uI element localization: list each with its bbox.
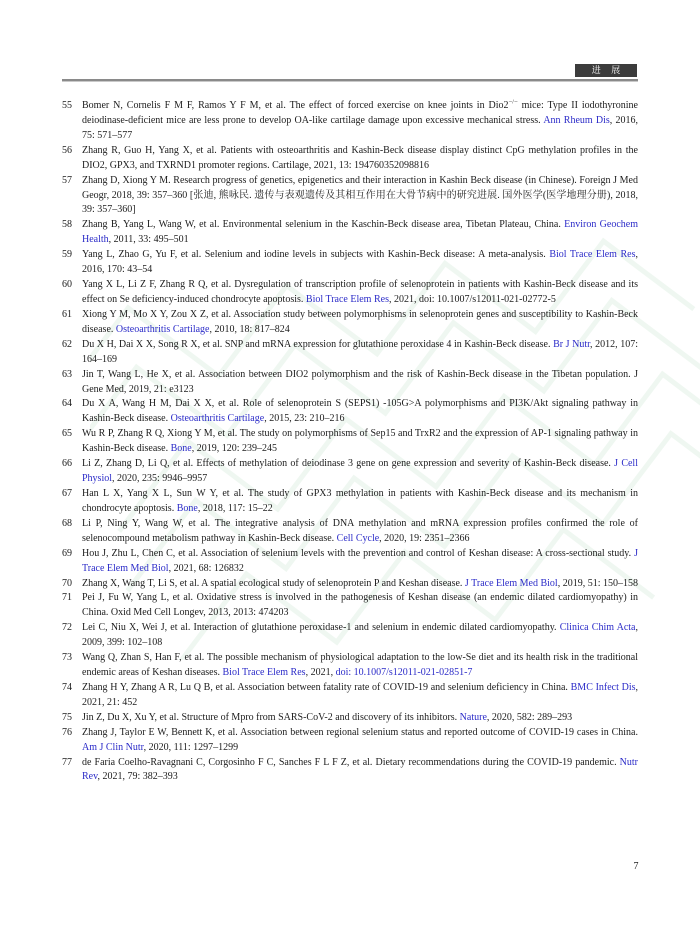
reference-text: Du X H, Dai X X, Song R X, et al. SNP and mRNA expression for glutathione peroxidase 4 in Kashin-Beck disease. [82, 338, 554, 350]
reference-item [62, 368, 638, 398]
journal-link[interactable]: J Trace Elem Med Biol [464, 577, 558, 589]
reference-number: 76 [62, 726, 72, 738]
reference-text: , 2020, 111: 1297–1299 [143, 741, 239, 753]
reference-item [62, 711, 638, 726]
reference-text: Hou J, Zhu L, Chen C, et al. Association of selenium levels with the prevention and control of Keshan disease: A cross-sectional study. [82, 547, 635, 559]
reference-item [62, 487, 638, 517]
reference-item [62, 338, 638, 368]
journal-link[interactable]: Biol Trace Elem Res [305, 293, 389, 305]
header-rule [62, 79, 638, 82]
reference-number: 72 [62, 622, 72, 634]
reference-text: , 2021, doi: 10.1007/s12011-021-02772-5 [388, 293, 556, 305]
reference-number: 63 [62, 368, 72, 380]
reference-number: 58 [62, 219, 72, 231]
reference-item [62, 651, 638, 681]
reference-item [62, 397, 638, 427]
reference-item [62, 726, 638, 756]
reference-number: 56 [62, 144, 72, 156]
reference-text: , 2021, 21: 452 [82, 681, 638, 708]
reference-number: 73 [62, 652, 72, 664]
reference-item [62, 547, 638, 577]
reference-item [62, 577, 638, 592]
reference-item [62, 681, 638, 711]
journal-link[interactable]: Br J Nutr [553, 338, 591, 350]
reference-text: Bomer N, Cornelis F M F, Ramos Y F M, et al. The effect of forced exercise on knee joints in Dio2 [82, 100, 509, 111]
reference-number: 55 [62, 100, 72, 111]
reference-item [62, 457, 638, 487]
reference-text: , 2021, [305, 667, 336, 679]
reference-text: Zhang X, Wang T, Li S, et al. A spatial ecological study of selenoprotein P and Keshan disease. [82, 577, 465, 589]
reference-item [62, 174, 638, 219]
journal-link[interactable]: Biol Trace Elem Res [549, 249, 636, 261]
reference-text: , 2018, 117: 15–22 [197, 502, 273, 514]
journal-link[interactable]: Cell Cycle [336, 532, 380, 544]
reference-number: 69 [62, 547, 72, 559]
reference-text: Zhang J, Taylor E W, Bennett K, et al. Association between regional selenium status and reported outcome of COVID-19 cases in China. [82, 726, 638, 738]
reference-text: Wang Q, Zhan S, Han F, et al. The possible mechanism of physiological adaptation to the low-Se diet and its health risk in the traditional endemic areas of Keshan diseases. [82, 652, 638, 679]
reference-text: , 2021, 68: 126832 [168, 562, 244, 574]
reference-number: 75 [62, 711, 72, 723]
reference-text: Han L X, Yang X L, Sun W Y, et al. The study of GPX3 methylation in patients with Kashin-Beck disease and its mechanism in chondrocyte apoptosis. [82, 487, 638, 514]
reference-item [62, 427, 638, 457]
reference-list [62, 99, 638, 785]
reference-text: de Faria Coelho-Ravagnani C, Corgosinho F C, Sanches F L F Z, et al. Dietary recommendations during the COVID-19 pandemic. [82, 756, 620, 768]
journal-link[interactable]: Nature [459, 711, 487, 723]
journal-link[interactable]: J Cell Physiol [82, 458, 638, 485]
reference-text: , 2019, 51: 150–158 [557, 577, 638, 589]
superscript-text: −/− [508, 98, 518, 106]
journal-link[interactable]: Osteoarthritis Cartilage [170, 413, 265, 425]
reference-text: Jin Z, Du X, Xu Y, et al. Structure of Mpro from SARS-CoV-2 and discovery of its inhibitors. [82, 711, 460, 723]
reference-item [62, 517, 638, 547]
reference-text: , 2019, 120: 239–245 [191, 443, 277, 455]
journal-link[interactable]: Nutr Rev [82, 756, 638, 783]
reference-text: , 2016, 170: 43–54 [82, 249, 638, 276]
reference-number: 61 [62, 308, 72, 320]
reference-number: 67 [62, 487, 72, 499]
reference-text: Lei C, Niu X, Wei J, et al. Interaction of glutathione peroxidase-1 and selenium in endemic dilated cardiomyopathy. [82, 622, 560, 634]
journal-link[interactable]: doi: 10.1007/s12011-021-02851-7 [335, 667, 473, 679]
reference-item [62, 144, 638, 174]
reference-text: Wu R P, Zhang R Q, Xiong Y M, et al. The study on polymorphisms of Sep15 and TrxR2 and the expression of AP-1 signaling pathway in Kashin-Beck disease. [82, 428, 638, 455]
reference-text: mice: Type II iodothyronine deiodinase-deficient mice are less prone to develop OA-like cartilage damage upon excessive mechanical stress. [82, 100, 638, 126]
reference-text: Yang X L, Li Z F, Zhang R Q, et al. Dysregulation of transcription profile of selenoprotein in patients with Kashin-Beck disease and its effect on Se deficiency-induced chondrocyte apoptosis. [82, 279, 638, 305]
reference-number: 70 [62, 577, 72, 589]
reference-number: 65 [62, 428, 72, 440]
reference-text: , 2009, 399: 102–108 [82, 622, 639, 649]
reference-text: Du X A, Wang H M, Dai X X, et al. Role of selenoprotein S (SEPS1) -105G>A polymorphisms and PI3K/Akt signaling pathway in Kashin-Beck disease. [82, 398, 638, 425]
journal-link[interactable]: Bone [170, 443, 192, 455]
reference-text: Li P, Ning Y, Wang W, et al. The integrative analysis of DNA methylation and mRNA expression profiles confirmed the role of selenocompound metabolism pathway in Kashin-Beck disease. [82, 517, 638, 544]
reference-number: 59 [62, 249, 72, 261]
reference-text: , 2010, 18: 817–824 [209, 323, 290, 335]
reference-text: Jin T, Wang L, He X, et al. Association between DIO2 polymorphism and the risk of Kashin-Beck disease in the Tibetan population. J Gene Med, 2019, 21: e3123 [82, 368, 638, 395]
reference-text: Pei J, Fu W, Yang L, et al. Oxidative stress is involved in the pathogenesis of Keshan disease (an endemic dilated cardiomyopathy) in China. Oxid Med Cell Longev, 2013, 2013: 474203 [82, 592, 638, 619]
reference-text: , 2015, 23: 210–216 [264, 413, 345, 425]
reference-number: 77 [62, 756, 72, 768]
reference-text: Zhang B, Yang L, Wang W, et al. Environmental selenium in the Kaschin-Beck disease area, Tibetan Plateau, China. [82, 219, 565, 231]
reference-text: , 2012, 107: 164–169 [82, 338, 638, 365]
reference-number: 62 [62, 338, 72, 350]
reference-text: , 2020, 235: 9946–9957 [112, 473, 208, 485]
journal-link[interactable]: J Trace Elem Med Biol [82, 547, 638, 574]
reference-number: 66 [62, 458, 72, 470]
reference-text: Xiong Y M, Mo X Y, Zou X Z, et al. Association study between polymorphisms in selenoprotein genes and susceptibility to Kashin-Beck disease. [82, 308, 638, 335]
reference-text: , 2016, 75: 571–577 [82, 114, 639, 141]
reference-item [62, 591, 638, 621]
reference-item [62, 278, 638, 308]
reference-item [62, 756, 638, 786]
reference-text: Zhang H Y, Zhang A R, Lu Q B, et al. Association between fatality rate of COVID-19 and selenium deficiency in China. [82, 681, 571, 693]
journal-link[interactable]: Clinica Chim Acta [559, 622, 636, 634]
reference-number: 64 [62, 398, 72, 410]
page-number: 7 [633, 861, 639, 872]
reference-number: 71 [62, 592, 72, 604]
journal-link[interactable]: Biol Trace Elem Res [222, 667, 306, 679]
reference-item [62, 308, 638, 338]
journal-link[interactable]: Ann Rheum Dis [543, 114, 610, 126]
reference-text: , 2020, 19: 2351–2366 [379, 532, 470, 544]
reference-number: 60 [62, 279, 72, 291]
reference-text: , 2020, 582: 289–293 [486, 711, 573, 723]
reference-text: , 2021, 79: 382–393 [97, 771, 178, 783]
reference-text: Zhang R, Guo H, Yang X, et al. Patients with osteoarthritis and Kashin-Beck disease display distinct CpG methylation profiles in the DIO2, GPX3, and TXRND1 promoter regions. Cartilage, 2021, 13: 194760352098816 [82, 144, 638, 171]
section-tag: 进 展 [575, 64, 637, 77]
reference-number: 57 [62, 174, 72, 186]
journal-link[interactable]: BMC Infect Dis [570, 681, 636, 693]
reference-item [62, 218, 638, 248]
reference-item [62, 248, 638, 278]
reference-text: Li Z, Zhang D, Li Q, et al. Effects of methylation of deiodinase 3 gene on gene expression and severity of Kashin-Beck disease. [82, 458, 615, 470]
reference-number: 68 [62, 517, 72, 529]
reference-item [62, 621, 638, 651]
journal-link[interactable]: Am J Clin Nutr [82, 741, 144, 753]
journal-link[interactable]: Osteoarthritis Cartilage [115, 323, 210, 335]
journal-link[interactable]: Bone [176, 502, 198, 514]
reference-text: Yang L, Zhao G, Yu F, et al. Selenium and iodine levels in subjects with Kashin-Beck disease: A meta-analysis. [82, 249, 550, 261]
journal-link[interactable]: Environ Geochem Health [82, 219, 638, 246]
reference-text: Zhang D, Xiong Y M. Research progress of genetics, epigenetics and their interaction in Kashin Beck disease (in Chinese). Foreign J Med Geogr, 2018, 39: 357–360 [张迪, 熊咏民. 遗传与表观遗传及其相互作用在大骨节病中的研究进展. 国外医学(医学地理分册), 2018, 39: 357–360] [82, 174, 638, 216]
reference-number: 74 [62, 681, 72, 693]
reference-text: , 2011, 33: 495–501 [108, 234, 189, 246]
reference-item [62, 99, 638, 144]
